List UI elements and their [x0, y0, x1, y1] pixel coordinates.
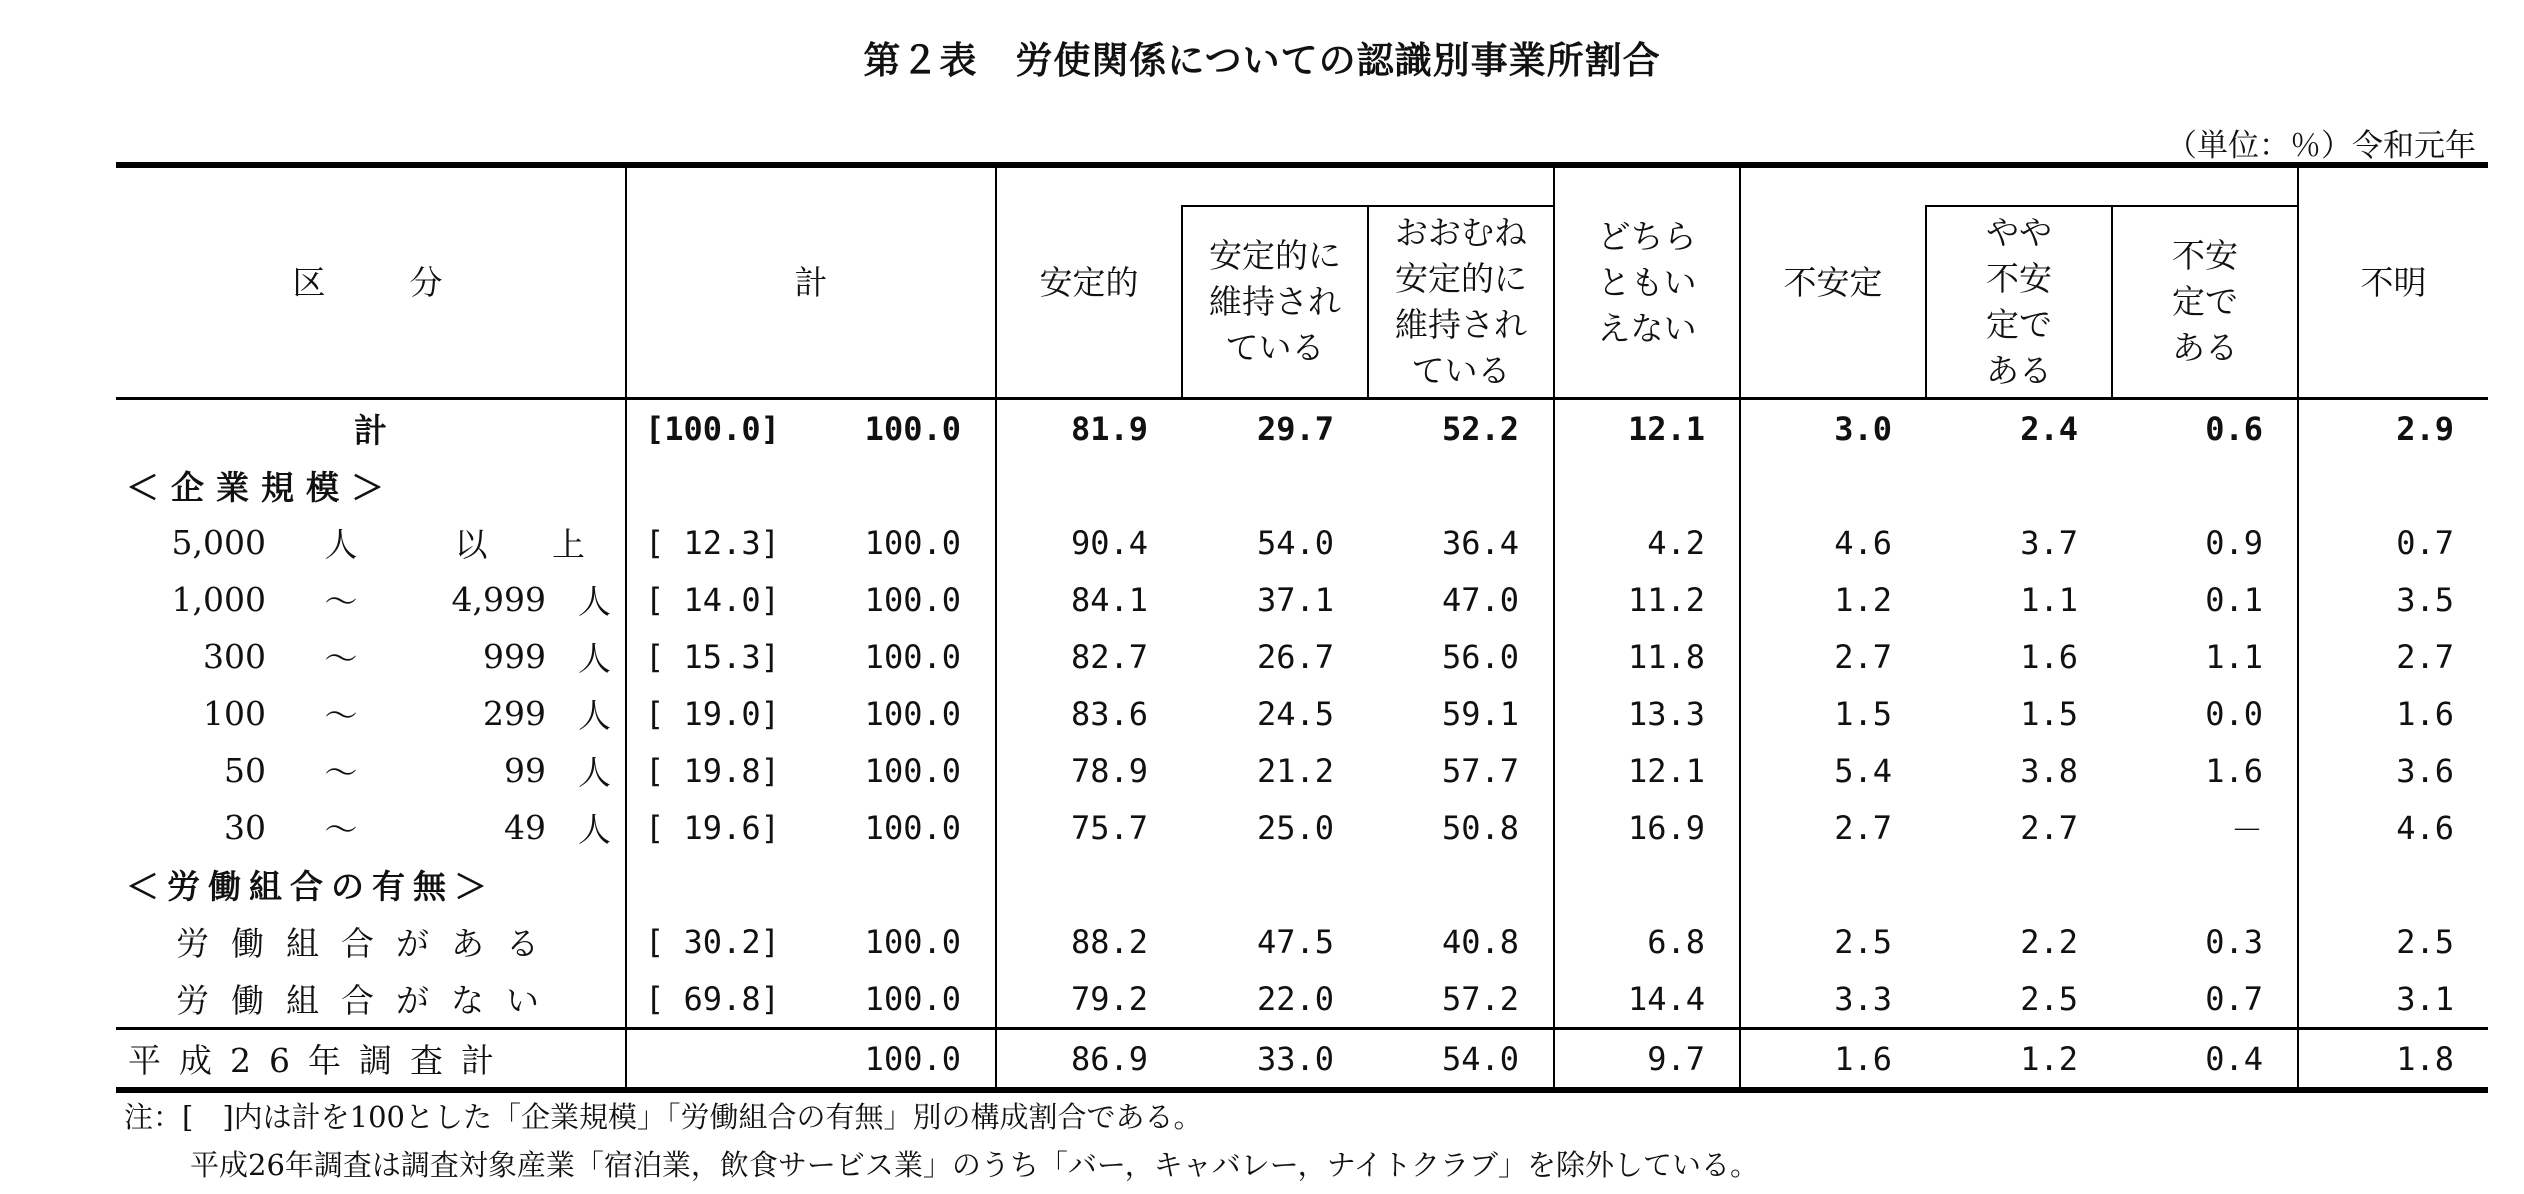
share-cell: [ 14.0] [626, 571, 816, 628]
stable-sub1-cell: 29.7 [1256, 409, 1334, 448]
neither-cell: 12.1 [1554, 399, 1740, 458]
unstable-sub1-cell: 2.2 [2020, 922, 2078, 961]
stable-sub1-cell: 25.0 [1256, 808, 1334, 847]
table-row [116, 514, 2488, 571]
unstable-sub1-cell: 2.4 [2020, 409, 2078, 448]
stable-sub2-cell: 36.4 [1441, 523, 1519, 562]
stable-cell: 90.4 [996, 514, 1182, 571]
unstable-sub1-cell: 2.7 [2020, 808, 2078, 847]
row-label: 計 [354, 411, 387, 450]
share-cell: [ 19.0] [626, 685, 816, 742]
unstable-sub2-cell: 0.3 [2205, 922, 2263, 961]
total-cell: 100.0 [864, 922, 961, 961]
unstable-cell: 2.5 [1740, 913, 1926, 970]
unstable-sub2-cell: 0.1 [2205, 580, 2263, 619]
row-label: 30 ～ 49 人 [224, 808, 611, 849]
share-cell: [ 30.2] [626, 913, 816, 970]
unstable-sub2-cell: 0.7 [2205, 979, 2263, 1018]
stable-cell: 79.2 [996, 970, 1182, 1029]
total-cell: 100.0 [864, 580, 961, 619]
share-cell: [ 19.6] [626, 799, 816, 856]
unstable-cell: 5.4 [1740, 742, 1926, 799]
footnote-2: 平成26年調査は調査対象産業「宿泊業，飲食サービス業」のうち「バー，キャバレー，ナイトクラブ」を除外している。 [190, 1148, 1759, 1182]
unstable-sub1-cell: 1.2 [1926, 1029, 2112, 1091]
neither-cell: 11.8 [1554, 628, 1740, 685]
header-stable-sub1: 安定的に維持されている [1182, 206, 1368, 397]
total-cell: 100.0 [864, 637, 961, 676]
unstable-sub2-cell: 0.0 [2205, 694, 2263, 733]
unstable-cell: 3.3 [1740, 970, 1926, 1029]
neither-cell: 14.4 [1554, 970, 1740, 1029]
neither-cell: 4.2 [1554, 514, 1740, 571]
stable-sub1-cell: 26.7 [1256, 637, 1334, 676]
table-row-total [116, 399, 2488, 458]
unknown-cell: 4.6 [2298, 799, 2488, 856]
share-cell: [ 19.8] [626, 742, 816, 799]
stable-sub1-cell: 22.0 [1256, 979, 1334, 1018]
section-row-union [116, 856, 2488, 913]
row-label: 1,000 ～ 4,999 人 [171, 580, 611, 621]
table-title: 第２表 労使関係についての認識別事業所割合 [863, 39, 1661, 82]
share-cell [626, 1029, 816, 1091]
unstable-sub2-cell: 0.9 [2205, 523, 2263, 562]
unstable-sub1-cell: 3.7 [2020, 523, 2078, 562]
header-stable-sub2: おおむね安定的に維持されている [1368, 206, 1554, 397]
section-label-size: ＜企業規模＞ [126, 468, 396, 507]
stable-sub1-cell: 21.2 [1256, 751, 1334, 790]
row-label: 50 ～ 99 人 [224, 751, 611, 792]
table-row [116, 913, 2488, 970]
total-cell: 100.0 [864, 694, 961, 733]
unstable-cell: 2.7 [1740, 799, 1926, 856]
stable-cell: 75.7 [996, 799, 1182, 856]
neither-cell: 6.8 [1554, 913, 1740, 970]
stable-sub1-cell: 54.0 [1256, 523, 1334, 562]
header-unstable: 不安定 [1740, 165, 1926, 397]
row-label: 5,000 人 以 上 [171, 523, 585, 564]
stable-sub2-cell: 56.0 [1441, 637, 1519, 676]
unknown-cell: 2.9 [2298, 399, 2488, 458]
unstable-sub2-cell: － [2230, 810, 2263, 849]
table-row [116, 628, 2488, 685]
unstable-sub2-cell: 1.6 [2205, 751, 2263, 790]
total-cell: 100.0 [864, 751, 961, 790]
stable-sub1-cell: 33.0 [1182, 1029, 1368, 1091]
total-cell: 100.0 [864, 979, 961, 1018]
header-stable-group [1182, 165, 1554, 206]
unknown-cell: 1.6 [2298, 685, 2488, 742]
stable-sub1-cell: 47.5 [1256, 922, 1334, 961]
unit-label: （単位：％）令和元年 [2166, 128, 2476, 164]
stable-cell: 82.7 [996, 628, 1182, 685]
stable-cell: 86.9 [996, 1029, 1182, 1091]
section-label-union: ＜労働組合の有無＞ [126, 867, 495, 906]
table-row [116, 799, 2488, 856]
footnotes [124, 1093, 1759, 1189]
unknown-cell: 1.8 [2298, 1029, 2488, 1091]
unstable-cell: 3.0 [1740, 399, 1926, 458]
stable-sub1-cell: 37.1 [1256, 580, 1334, 619]
stable-sub1-cell: 24.5 [1256, 694, 1334, 733]
total-cell: 100.0 [864, 523, 961, 562]
stable-sub2-cell: 50.8 [1441, 808, 1519, 847]
total-cell: 100.0 [864, 409, 961, 448]
unstable-cell: 1.5 [1740, 685, 1926, 742]
neither-cell: 12.1 [1554, 742, 1740, 799]
table-row [116, 970, 2488, 1029]
stable-sub2-cell: 59.1 [1441, 694, 1519, 733]
unstable-cell: 2.7 [1740, 628, 1926, 685]
unstable-sub2-cell: 0.4 [2112, 1029, 2298, 1091]
row-label: 平成26年調査計 [116, 1029, 626, 1091]
unknown-cell: 2.5 [2298, 913, 2488, 970]
share-cell: [ 69.8] [626, 970, 816, 1029]
unknown-cell: 3.1 [2298, 970, 2488, 1029]
unstable-sub2-cell: 0.6 [2205, 409, 2263, 448]
header-unknown: 不明 [2298, 165, 2488, 397]
table-row-previous-survey [116, 1029, 2488, 1091]
footnote-1: 注：[ ]内は計を100とした「企業規模」「労働組合の有無」別の構成割合である。 [124, 1100, 1203, 1134]
row-label: 300 ～ 999 人 [203, 637, 611, 678]
row-label: 100 ～ 299 人 [203, 694, 611, 735]
share-cell: [ 15.3] [626, 628, 816, 685]
total-cell: 100.0 [816, 1029, 996, 1091]
header-unstable-group [1926, 165, 2298, 206]
stable-sub2-cell: 40.8 [1441, 922, 1519, 961]
stable-cell: 84.1 [996, 571, 1182, 628]
unstable-cell: 1.2 [1740, 571, 1926, 628]
unstable-cell: 1.6 [1740, 1029, 1926, 1091]
header-stable: 安定的 [996, 165, 1182, 397]
unstable-sub2-cell: 1.1 [2205, 637, 2263, 676]
total-cell: 100.0 [864, 808, 961, 847]
row-label: 労働組合がある [176, 924, 561, 963]
share-cell: [100.0] [626, 399, 816, 458]
unstable-sub1-cell: 2.5 [2020, 979, 2078, 1018]
unstable-cell: 4.6 [1740, 514, 1926, 571]
stable-sub2-cell: 57.7 [1441, 751, 1519, 790]
stable-sub2-cell: 52.2 [1441, 409, 1519, 448]
header-neither: どちらともいえない [1554, 165, 1740, 397]
neither-cell: 9.7 [1554, 1029, 1740, 1091]
section-row-size [116, 457, 2488, 514]
unstable-sub1-cell: 1.1 [2020, 580, 2078, 619]
table-row [116, 571, 2488, 628]
header-category: 区 分 [292, 262, 449, 302]
neither-cell: 11.2 [1554, 571, 1740, 628]
stable-sub2-cell: 54.0 [1368, 1029, 1554, 1091]
table-row [116, 685, 2488, 742]
stable-sub2-cell: 57.2 [1441, 979, 1519, 1018]
stable-cell: 83.6 [996, 685, 1182, 742]
stable-cell: 81.9 [996, 399, 1182, 458]
stable-cell: 78.9 [996, 742, 1182, 799]
unknown-cell: 3.6 [2298, 742, 2488, 799]
header-unstable-sub1: やや不安定である [1926, 206, 2112, 397]
row-label: 労働組合がない [176, 981, 561, 1020]
share-cell: [ 12.3] [626, 514, 816, 571]
unstable-sub1-cell: 1.6 [2020, 637, 2078, 676]
unknown-cell: 2.7 [2298, 628, 2488, 685]
stable-cell: 88.2 [996, 913, 1182, 970]
header-unstable-sub2: 不安定である [2112, 206, 2298, 397]
unknown-cell: 0.7 [2298, 514, 2488, 571]
header-total: 計 [626, 165, 996, 397]
stable-sub2-cell: 47.0 [1441, 580, 1519, 619]
neither-cell: 13.3 [1554, 685, 1740, 742]
unknown-cell: 3.5 [2298, 571, 2488, 628]
neither-cell: 16.9 [1554, 799, 1740, 856]
unstable-sub1-cell: 3.8 [2020, 751, 2078, 790]
unstable-sub1-cell: 1.5 [2020, 694, 2078, 733]
data-table [116, 162, 2488, 1093]
table-row [116, 742, 2488, 799]
